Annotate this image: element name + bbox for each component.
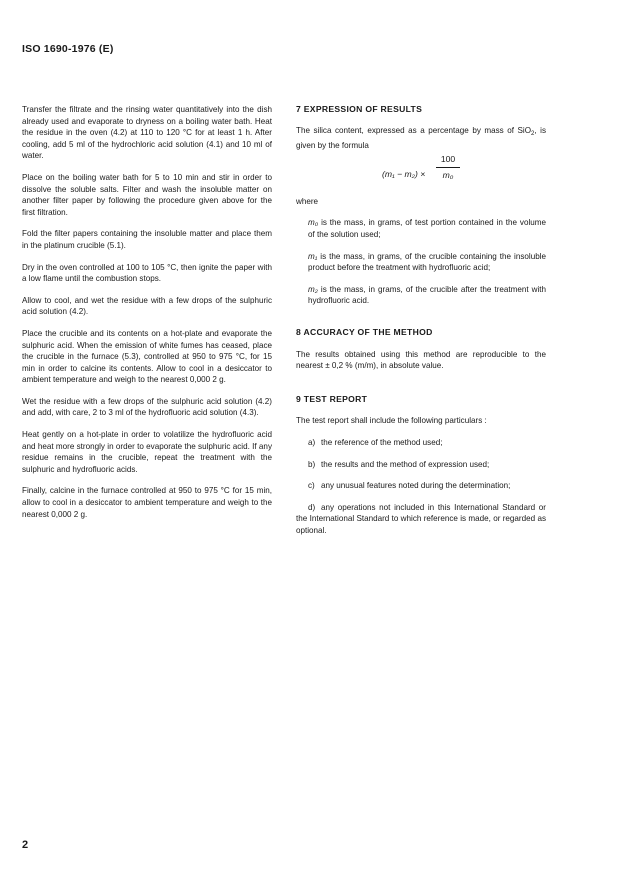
section-heading-accuracy: 8 ACCURACY OF THE METHOD	[296, 326, 433, 337]
page-header: ISO 1690-1976 (E)	[22, 43, 114, 55]
paragraph: Finally, calcine in the furnace controlled at 950 to 975 °C for 15 min, allow to cool in a desiccator to ambient temperature and weigh to the nearest 0,000 2 g.	[22, 486, 272, 519]
section9-intro: The test report shall include the following particulars :	[296, 416, 487, 426]
paragraph: Transfer the filtrate and the rinsing water quantitatively into the dish already used and evaporate to dryness on a boiling water bath. Heat the residue in the oven (4.2) at 110 to 120 °C for at least 1 h. After cooling, add 5 ml of the hydrochloric acid solution (4.1) and 10 ml of water.	[22, 105, 272, 161]
paragraph: Heat gently on a hot-plate in order to volatilize the hydrofluoric acid and heat more strongly in order to evaporate the sulphuric acid. If any residue remains in the crucible, repeat the treatment with the sulphuric and hydrofluoric acids.	[22, 430, 272, 474]
formula	[296, 154, 546, 188]
left-column	[22, 104, 272, 530]
section7-intro-a: The silica content, expressed as a percentage by mass of SiO	[296, 125, 532, 135]
list-item	[296, 480, 546, 492]
definition-text: is the mass, in grams, of the crucible after the treatment with hydrofluoric acid.	[308, 284, 547, 306]
formula-denominator: m₀	[442, 170, 454, 181]
list-item-text: the reference of the method used;	[321, 437, 443, 447]
section-heading-test-report: 9 TEST REPORT	[296, 393, 368, 404]
definition-m2	[296, 284, 546, 307]
paragraph: Place the crucible and its contents on a hot-plate and evaporate the sulphuric acid. When the emission of white fumes has ceased, place the crucible in the furnace (5.3), controlled at 950 to 975 °C, for 15 min in order to calcine its contents. Allow to cool in a desiccator to ambient temperature and weigh to the nearest 0,000 2 g.	[22, 328, 272, 385]
definition-m0	[296, 217, 546, 240]
definition-symbol: m₁	[308, 251, 318, 261]
page-number: 2	[22, 839, 29, 851]
list-item	[296, 437, 546, 449]
paragraph: Allow to cool, and wet the residue with a few drops of the sulphuric acid solution (4.2).	[22, 295, 272, 317]
list-item-text: the results and the method of expression used;	[321, 459, 490, 469]
definition-m1	[296, 251, 546, 274]
formula-numerator: 100	[436, 154, 460, 169]
list-marker: d)	[308, 502, 316, 512]
definition-text: is the mass, in grams, of the crucible containing the insoluble product before the treatment with hydrofluoric acid;	[308, 251, 546, 273]
list-item-text: any operations not included in this International Standard or the International Standard to which reference is made, or regarded as optional.	[296, 502, 546, 535]
list-marker: c)	[308, 481, 315, 491]
paragraph: Place on the boiling water bath for 5 to 10 min and stir in order to dissolve the soluble salts. Filter and wash the insoluble matter on another filter paper by following the procedure given above for the first filtration.	[22, 172, 272, 217]
right-column	[296, 104, 546, 546]
list-marker: a)	[308, 437, 316, 447]
list-item	[296, 459, 546, 471]
list-item-text: any unusual features noted during the determination;	[321, 481, 511, 491]
definition-text: is the mass, in grams, of test portion contained in the volume of the solution used;	[308, 218, 546, 239]
formula-fraction	[436, 154, 460, 182]
section-heading-expression-of-results: 7 EXPRESSION OF RESULTS	[296, 104, 423, 114]
paragraph: Dry in the oven controlled at 100 to 105 °C, then ignite the paper with a low flame until the combustion stops.	[22, 262, 272, 284]
definition-symbol: m₂	[308, 284, 318, 294]
section7-intro-b: , is given by the formula	[296, 125, 546, 151]
paragraph: Wet the residue with a few drops of the sulphuric acid solution (4.2) and add, with care, 2 to 3 ml of the hydrofluoric acid solution (4.3).	[22, 396, 272, 418]
section7-intro-subscript: 2	[531, 130, 535, 137]
list-marker: b)	[308, 459, 316, 469]
formula-lhs: (m₁ − m₂) ×	[382, 168, 426, 179]
section8-text: The results obtained using this method are reproducible to the nearest ± 0,2 % (m/m), in absolute value.	[296, 349, 546, 371]
paragraph: Fold the filter papers containing the insoluble matter and place them in the platinum crucible (5.1).	[22, 229, 272, 250]
section7-intro	[296, 125, 546, 152]
list-item	[296, 502, 546, 537]
definition-symbol: m₀	[308, 218, 319, 228]
where-label: where	[296, 196, 319, 206]
